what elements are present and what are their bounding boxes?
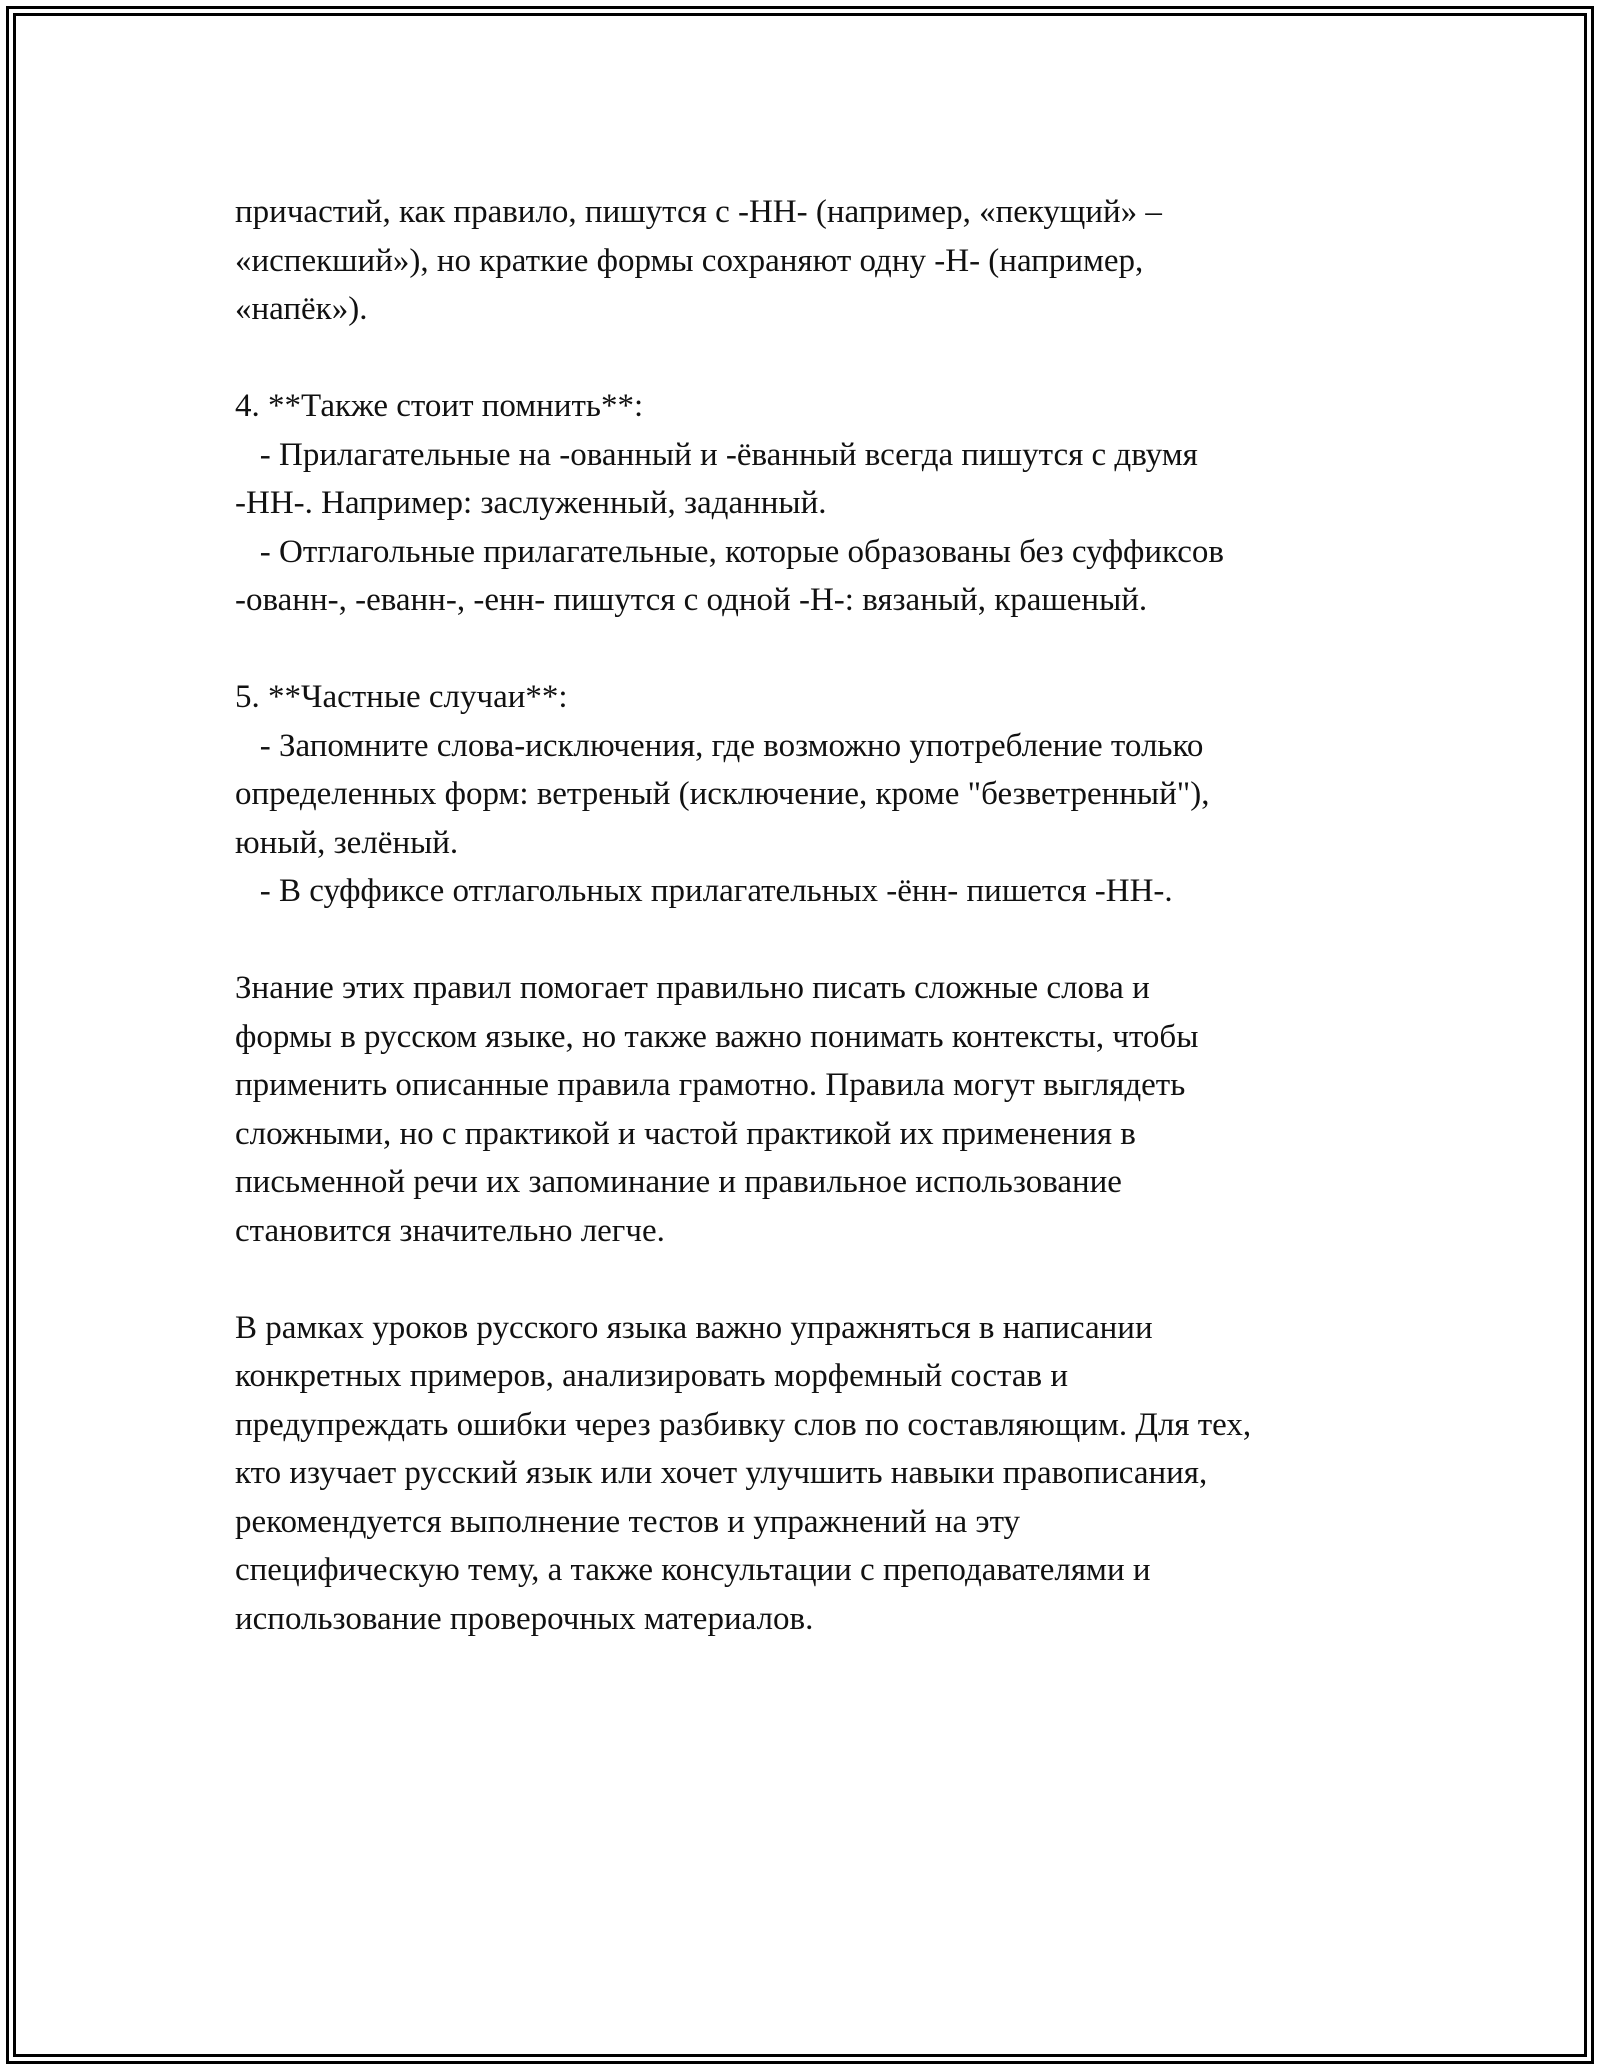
paragraph-spacer (235, 334, 1395, 383)
text-line: - Отглагольные прилагательные, которые образованы без суффиксов (235, 533, 1224, 570)
list-item (235, 722, 1395, 868)
text-line: становится значительно легче. (235, 1212, 665, 1249)
text-line: - В суффиксе отглагольных прилагательных -ённ- пишется -НН-. (235, 873, 1173, 909)
section-heading: 4. **Также стоит помнить**: (235, 388, 644, 424)
text-line: причастий, как правило, пишутся с -НН- (например, «пекущий» – (235, 194, 1162, 230)
paragraph-spacer (235, 916, 1395, 965)
text-line: специфическую тему, а также консультации с преподавателями и (235, 1552, 1151, 1588)
list-item (235, 431, 1395, 528)
text-line: кто изучает русский язык или хочет улучшить навыки правописания, (235, 1455, 1208, 1491)
text-line: Знание этих правил помогает правильно писать сложные слова и (235, 970, 1150, 1006)
text-line: рекомендуется выполнение тестов и упражнений на эту (235, 1503, 1021, 1540)
document-body (235, 188, 1395, 1643)
section-heading: 5. **Частные случаи**: (235, 679, 568, 715)
text-line: письменной речи их запоминание и правильное использование (235, 1164, 1122, 1200)
list-item (235, 528, 1395, 625)
text-line: -НН-. Например: заслуженный, заданный. (235, 485, 827, 521)
text-line: формы в русском языке, но также важно понимать контексты, чтобы (235, 1018, 1199, 1055)
paragraph-intro (235, 188, 1395, 334)
text-line: конкретных примеров, анализировать морфемный состав и (235, 1358, 1068, 1394)
text-line: юный, зелёный. (235, 824, 459, 861)
text-line: - Прилагательные на -ованный и -ёванный всегда пишутся с двумя (235, 436, 1198, 473)
text-line: сложными, но с практикой и частой практикой их применения в (235, 1115, 1136, 1152)
paragraph-lessons (235, 1304, 1395, 1644)
text-line: - Запомните слова-исключения, где возможно употребление только (235, 727, 1204, 764)
text-line: В рамках уроков русского языка важно упражняться в написании (235, 1309, 1153, 1346)
text-line: «испекший»), но краткие формы сохраняют одну -Н- (например, (235, 242, 1144, 279)
text-line: предупреждать ошибки через разбивку слов по составляющим. Для тех, (235, 1406, 1252, 1443)
text-line: «напёк»). (235, 291, 368, 327)
paragraph-knowledge (235, 964, 1395, 1255)
text-line: -ованн-, -еванн-, -енн- пишутся с одной -Н-: вязаный, крашеный. (235, 582, 1148, 618)
text-line: определенных форм: ветреный (исключение, кроме "безветренный"), (235, 776, 1210, 812)
section-4 (235, 382, 1395, 625)
paragraph-spacer (235, 625, 1395, 674)
list-item (235, 867, 1395, 916)
text-line: использование проверочных материалов. (235, 1600, 814, 1637)
text-line: применить описанные правила грамотно. Правила могут выглядеть (235, 1067, 1186, 1103)
section-5 (235, 673, 1395, 916)
paragraph-spacer (235, 1255, 1395, 1304)
